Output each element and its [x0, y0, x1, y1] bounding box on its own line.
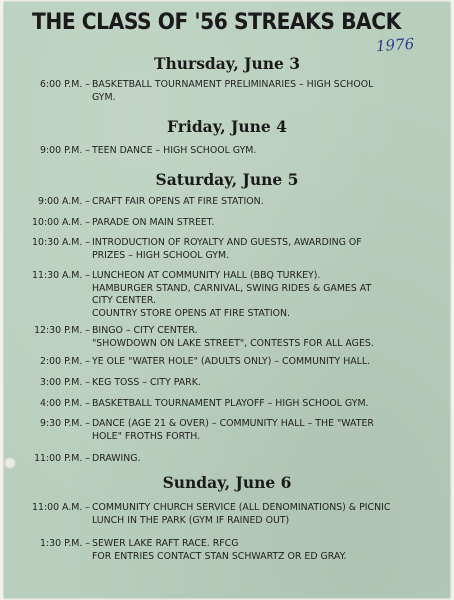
event-description: YE OLE "WATER HOLE" (ADULTS ONLY) – COMMUNITY HALL. [92, 356, 371, 367]
event-time: 3:00 P.M. – [40, 377, 90, 388]
page-title: THE CLASS OF '56 STREAKS BACK [32, 10, 401, 35]
event-description: BINGO – CITY CENTER. "SHOWDOWN ON LAKE STREET", CONTESTS FOR ALL AGES. [92, 325, 374, 349]
event-description: BASKETBALL TOURNAMENT PLAYOFF – HIGH SCHOOL GYM. [92, 398, 369, 409]
event-time: 9:00 P.M. – [40, 145, 90, 156]
event-description: LUNCHEON AT COMMUNITY HALL (BBQ TURKEY). HAMBURGER STAND, CARNIVAL, SWING RIDES & GAMES AT CITY CENTER. COUNTRY STORE OPENS AT FIRE STATION. [92, 270, 372, 319]
event-time: 1:30 P.M. – [40, 538, 90, 549]
event-description: SEWER LAKE RAFT RACE. RFCG FOR ENTRIES CONTACT STAN SCHWARTZ OR ED GRAY. [92, 538, 347, 562]
event-time: 11:00 A.M. – [32, 502, 90, 513]
event-description: BASKETBALL TOURNAMENT PRELIMINARIES – HIGH SCHOOL GYM. [92, 79, 374, 103]
program-sheet [4, 2, 450, 598]
event-time: 2:00 P.M. – [40, 356, 90, 367]
day-heading-saturday: Saturday, June 5 [155, 170, 299, 189]
event-time: 6:00 P.M. – [40, 79, 90, 90]
event-description: PARADE ON MAIN STREET. [92, 217, 215, 228]
event-time: 11:30 A.M. – [32, 270, 90, 281]
event-description: TEEN DANCE – HIGH SCHOOL GYM. [92, 145, 257, 156]
event-description: COMMUNITY CHURCH SERVICE (ALL DENOMINATIONS) & PICNIC LUNCH IN THE PARK (GYM IF RAINED OUT) [92, 502, 391, 526]
handwritten-year: 1976 [375, 34, 415, 56]
day-heading-friday: Friday, June 4 [167, 117, 287, 136]
event-time: 4:00 P.M. – [40, 398, 90, 409]
event-time: 10:00 A.M. – [32, 217, 90, 228]
event-time: 9:30 P.M. – [40, 418, 90, 429]
day-heading-thursday: Thursday, June 3 [153, 54, 301, 73]
event-description: DRAWING. [92, 453, 141, 464]
event-time: 9:00 A.M. – [38, 196, 90, 207]
day-heading-sunday: Sunday, June 6 [162, 473, 292, 492]
event-time: 10:30 A.M. – [32, 237, 90, 248]
event-description: INTRODUCTION OF ROYALTY AND GUESTS, AWARDING OF PRIZES – HIGH SCHOOL GYM. [92, 237, 362, 261]
event-description: CRAFT FAIR OPENS AT FIRE STATION. [92, 196, 264, 207]
event-description: DANCE (AGE 21 & OVER) – COMMUNITY HALL – THE "WATER HOLE" FROTHS FORTH. [92, 418, 374, 442]
event-time: 12:30 P.M. – [34, 325, 90, 336]
event-time: 11:00 P.M. – [34, 453, 90, 464]
event-description: KEG TOSS – CITY PARK. [92, 377, 201, 388]
